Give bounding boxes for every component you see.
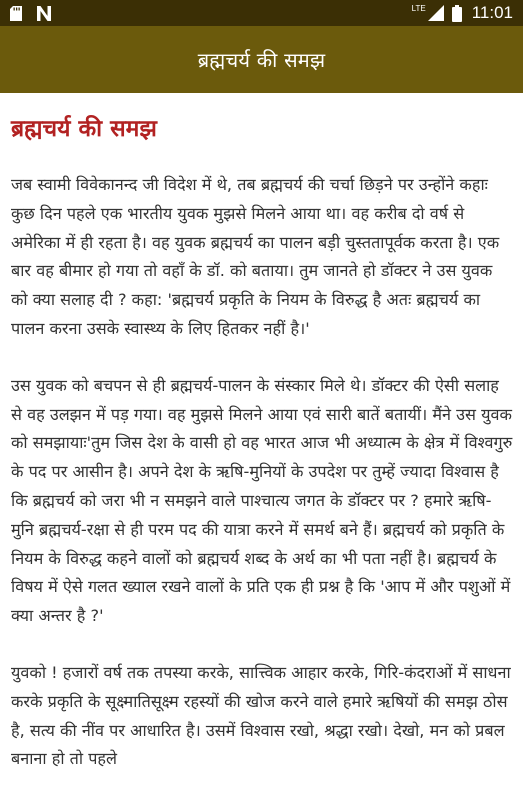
app-bar-title: ब्रह्मचर्य की समझ: [197, 48, 326, 72]
status-bar: [0, 0, 523, 26]
app-bar: [0, 26, 523, 93]
n-app-icon: [36, 6, 52, 21]
lte-label: LTE: [411, 3, 426, 13]
status-time: 11:01: [471, 3, 513, 22]
sd-card-icon: [10, 6, 22, 21]
article-heading: ब्रह्मचर्य की समझ: [11, 116, 157, 142]
signal-icon: [428, 5, 444, 21]
article-paragraph: उस युवक को बचपन से ही ब्रह्मचर्य-पालन के संस्कार मिले थे। डॉक्टर की ऐसी सलाह से वह उलझन में पड़ गया। वह मुझसे मिलने आया एवं सारी बातें बतायीं। मैंने उस युवक को समझायाः'तुम जिस देश के वासी हो वह भारत आज भी अध्यात्म के क्षेत्र में विश्वगुरु के पद पर आसीन है। अपने देश के ऋषि-मुनियों के उपदेश पर तुम्हें ज्यादा विश्वास है कि ब्रह्मचर्य को जरा भी न समझने वाले पाश्चात्य जगत के डॉक्टर पर ? हमारे ऋषि-मुनि ब्रह्मचर्य-रक्षा से ही परम पद की यात्रा करने में समर्थ बने हैं। ब्रह्मचर्य को प्रकृति के नियम के विरुद्ध कहने वालों को ब्रह्मचर्य शब्द के अर्थ का भी पता नहीं है। ब्रह्मचर्य के विषय में ऐसे गलत ख्याल रखने वालों के प्रति एक ही प्रश्न है कि 'आप में और पशुओं में क्या अन्तर है ?': [11, 375, 513, 626]
article-paragraph: जब स्वामी विवेकानन्द जी विदेश में थे, तब ब्रह्मचर्य की चर्चा छिड़ने पर उन्होंने कहाः कुछ दिन पहले एक भारतीय युवक मुझसे मिलने आया था। वह करीब दो वर्ष से अमेरिका में ही रहता है। वह युवक ब्रह्मचर्य का पालन बड़ी चुस्ततापूर्वक करता है। एक बार वह बीमार हो गया तो वहाँ के डॉ. को बताया। तुम जानते हो डॉक्टर ने उस युवक को क्या सलाह दी ? कहा: 'ब्रह्मचर्य प्रकृति के नियम के विरुद्ध है अतः ब्रह्मचर्य का पालन करना उसके स्वास्थ्य के लिए हितकर नहीं है।': [11, 175, 500, 338]
status-right-icons: [412, 3, 513, 23]
battery-icon: [452, 5, 462, 22]
article-paragraph: युवको ! हजारों वर्ष तक तपस्या करके, सात्त्विक आहार करके, गिरि-कंदराओं में साधना करके प्रकृति के सूक्ष्मातिसूक्ष्म रहस्यों की खोज करने वाले हमारे ऋषियों की समझ ठोस है, सत्य की नींव पर आधारित है। उसमें विश्वास रखो, श्रद्धा रखो। देखो, मन को प्रबल बनाना हो तो पहले: [11, 662, 511, 769]
article-content[interactable]: [0, 93, 523, 800]
status-left-icons: [10, 6, 52, 21]
